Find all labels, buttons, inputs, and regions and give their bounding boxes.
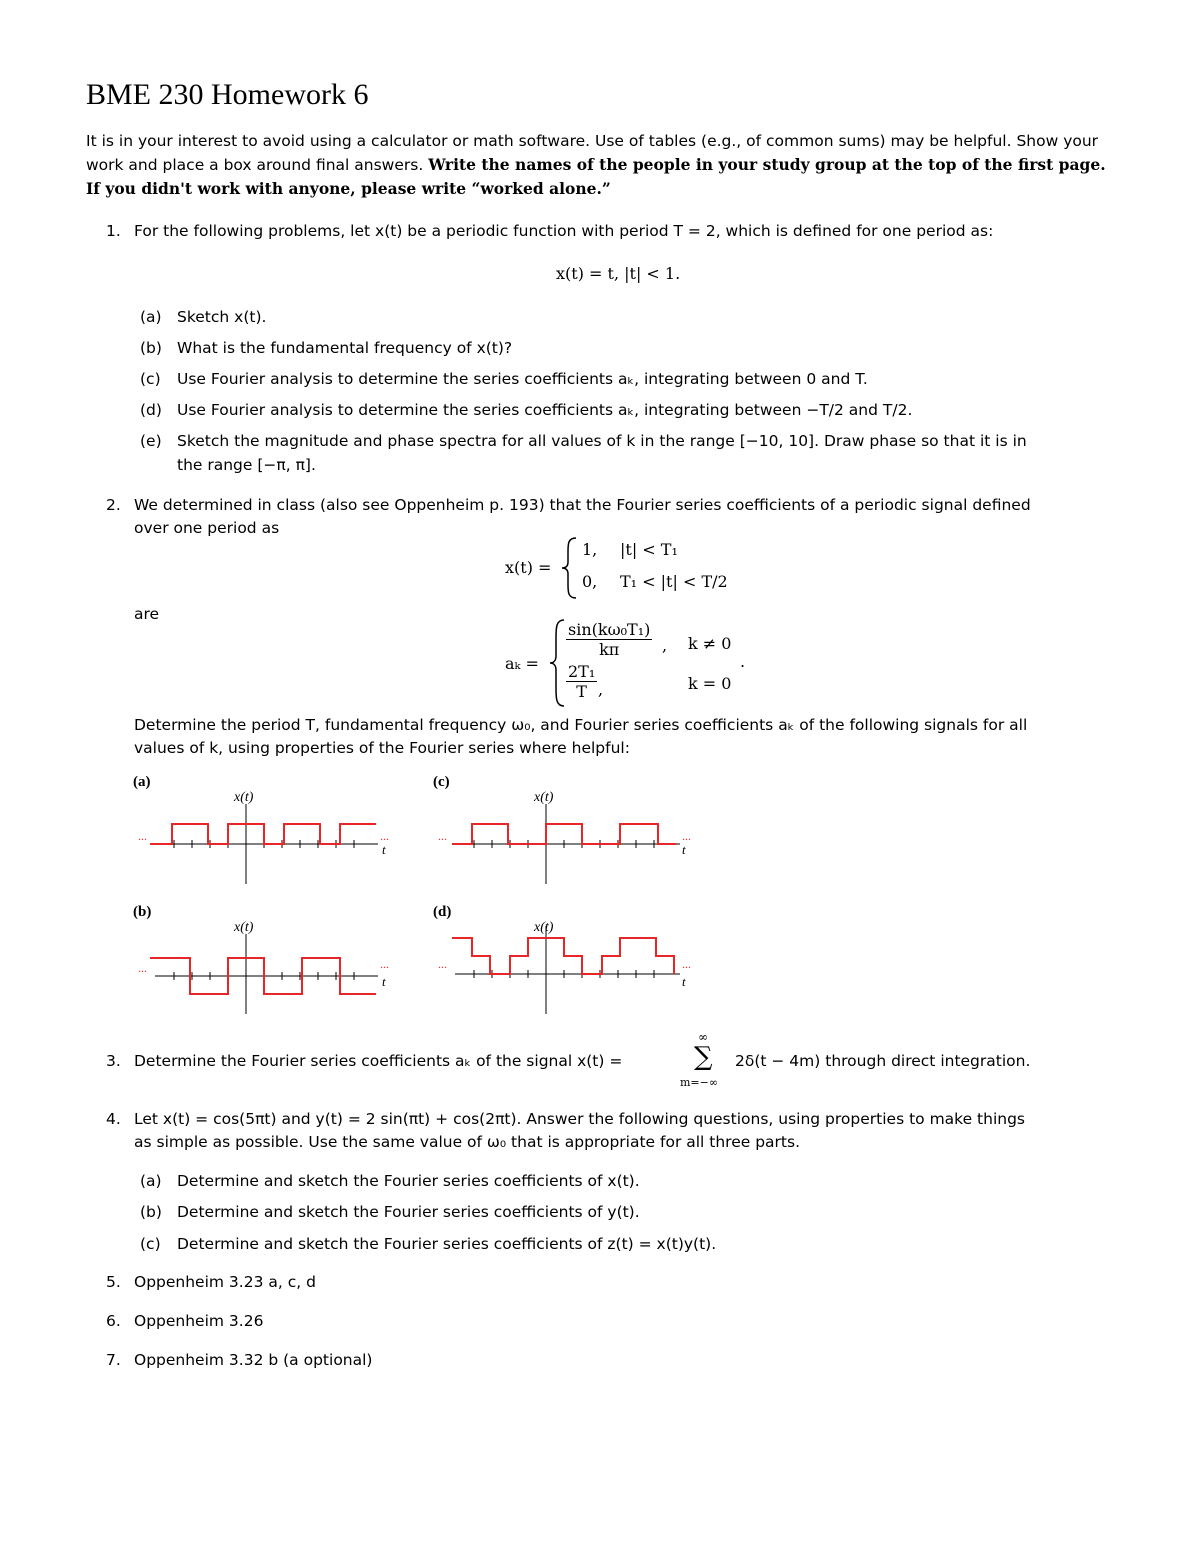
problem-3-text-pre: Determine the Fourier series coefficients aₖ of the signal x(t) = xyxy=(134,1052,623,1070)
problem-4a-label: (a) xyxy=(140,1172,162,1190)
ak-case2-denominator: T xyxy=(576,682,587,701)
problem-1e-label: (e) xyxy=(140,432,162,450)
problem-7-text: Oppenheim 3.32 b (a optional) xyxy=(134,1351,373,1369)
problem-1a-text: Sketch x(t). xyxy=(177,308,267,326)
problem-1d-text: Use Fourier analysis to determine the series coefficients aₖ, integrating between −T/2 and T/2. xyxy=(177,401,913,419)
problem-1b-label: (b) xyxy=(140,339,162,357)
problem-4-line1: Let x(t) = cos(5πt) and y(t) = 2 sin(πt) + cos(2πt). Answer the following questions, using properties to make things xyxy=(134,1110,1025,1128)
problem-3-sum-lower: m=−∞ xyxy=(680,1076,719,1089)
ak-case1-comma: , xyxy=(662,636,668,655)
problem-5-number: 5. xyxy=(106,1273,121,1291)
figure-a-xlabel: t xyxy=(382,842,386,857)
problem-7-number: 7. xyxy=(106,1351,121,1369)
ak-case1-denominator: kπ xyxy=(599,640,620,659)
figure-a-label: (a) xyxy=(133,774,151,790)
figure-c-xlabel: t xyxy=(682,842,686,857)
problem-2-determine-line2: values of k, using properties of the Fourier series where helpful: xyxy=(134,739,630,757)
problem-2-determine-line1: Determine the period T, fundamental frequency ω₀, and Fourier series coefficients aₖ of the following signals for all xyxy=(134,716,1028,734)
problem-1c-text: Use Fourier analysis to determine the series coefficients aₖ, integrating between 0 and T. xyxy=(177,370,868,388)
piecewise-x-lhs: x(t) = xyxy=(505,558,552,577)
problem-1-equation: x(t) = t, |t| < 1. xyxy=(556,264,681,283)
ak-case2-fraction xyxy=(566,662,597,701)
problem-4a-text: Determine and sketch the Fourier series coefficients of x(t). xyxy=(177,1172,640,1190)
figure-b-left-dots: ... xyxy=(138,961,147,975)
ak-case1-condition: k ≠ 0 xyxy=(688,634,732,653)
problem-1e-text: Sketch the magnitude and phase spectra for all values of k in the range [−10, 10]. Draw phase so that it is in xyxy=(177,432,1027,450)
ak-case2-comma: , xyxy=(598,680,604,699)
problem-5-text: Oppenheim 3.23 a, c, d xyxy=(134,1273,316,1291)
problem-1c-label: (c) xyxy=(140,370,161,388)
problem-4-line2: as simple as possible. Use the same value of ω₀ that is appropriate for all three parts. xyxy=(134,1133,801,1151)
problem-4b-text: Determine and sketch the Fourier series coefficients of y(t). xyxy=(177,1203,640,1221)
ak-case1-numerator: sin(kω₀T₁) xyxy=(568,620,651,639)
figure-d-ylabel: x(t) xyxy=(534,920,554,935)
figure-c-right-dots: ... xyxy=(682,829,691,843)
figure-d-left-dots: ... xyxy=(438,957,447,971)
piecewise-case2-condition: T₁ < |t| < T/2 xyxy=(620,572,728,591)
intro-instructions: It is in your interest to avoid using a calculator or math software. Use of tables (e.g., of common sums) may be helpful. Show your work and place a box around final answers. xyxy=(86,132,1099,174)
problem-1a-label: (a) xyxy=(140,308,162,326)
figure-b-ylabel: x(t) xyxy=(234,920,254,935)
figure-a-signal xyxy=(150,824,376,844)
problem-1b-text: What is the fundamental frequency of x(t)? xyxy=(177,339,513,357)
problem-1-number: 1. xyxy=(106,222,121,240)
page-title: BME 230 Homework 6 xyxy=(86,78,369,111)
piecewise-x-brace xyxy=(560,536,580,600)
figure-c-label: (c) xyxy=(433,774,450,790)
figure-b-xlabel: t xyxy=(382,974,386,989)
piecewise-case2-value: 0, xyxy=(582,572,598,591)
intro-paragraph xyxy=(86,130,1116,201)
figure-b-plot xyxy=(130,910,400,1020)
problem-3-text-post: 2δ(t − 4m) through direct integration. xyxy=(735,1052,1031,1070)
figure-d-signal xyxy=(452,938,674,974)
figure-a-left-dots: ... xyxy=(138,829,147,843)
problem-1e-text-cont: the range [−π, π]. xyxy=(177,456,316,474)
are-text: are xyxy=(134,605,160,623)
figure-a-plot xyxy=(130,780,400,890)
figure-a-right-dots: ... xyxy=(380,829,389,843)
problem-4c-label: (c) xyxy=(140,1235,161,1253)
ak-brace xyxy=(548,618,568,708)
figure-c-plot xyxy=(430,780,700,890)
ak-lhs: aₖ = xyxy=(505,654,539,673)
ak-case1-fraction xyxy=(566,620,652,659)
problem-4b-label: (b) xyxy=(140,1203,162,1221)
intro-study-group-note: Write the names of the people in your study group at the top of the first page. If you didn't work with anyone, please write “worked alone.” xyxy=(86,155,1106,198)
figure-c-left-dots: ... xyxy=(438,829,447,843)
ak-period: . xyxy=(740,652,746,671)
problem-1d-label: (d) xyxy=(140,401,162,419)
figure-d-right-dots: ... xyxy=(682,957,691,971)
piecewise-case1-value: 1, xyxy=(582,540,598,559)
problem-3-sum-symbol: ∑ xyxy=(694,1042,713,1072)
figure-b-right-dots: ... xyxy=(380,957,389,971)
figure-d-label: (d) xyxy=(433,904,452,920)
figure-d-plot xyxy=(430,910,700,1020)
problem-2-line2: over one period as xyxy=(134,519,280,537)
problem-4-number: 4. xyxy=(106,1110,121,1128)
ak-case2-condition: k = 0 xyxy=(688,674,732,693)
piecewise-case1-condition: |t| < T₁ xyxy=(620,540,678,559)
problem-6-number: 6. xyxy=(106,1312,121,1330)
figure-b-label: (b) xyxy=(133,904,152,920)
problem-3-number: 3. xyxy=(106,1052,121,1070)
ak-case2-numerator: 2T₁ xyxy=(568,662,596,681)
problem-3-sum-upper: ∞ xyxy=(698,1030,708,1044)
problem-6-text: Oppenheim 3.26 xyxy=(134,1312,264,1330)
problem-2-line1: We determined in class (also see Oppenheim p. 193) that the Fourier series coefficients of a periodic signal defined xyxy=(134,496,1031,514)
problem-2-number: 2. xyxy=(106,496,121,514)
problem-4c-text: Determine and sketch the Fourier series coefficients of z(t) = x(t)y(t). xyxy=(177,1235,717,1253)
figure-c-ylabel: x(t) xyxy=(534,790,554,805)
figure-a-ylabel: x(t) xyxy=(234,790,254,805)
figure-d-xlabel: t xyxy=(682,974,686,989)
problem-1-text: For the following problems, let x(t) be a periodic function with period T = 2, which is defined for one period as: xyxy=(134,222,994,240)
